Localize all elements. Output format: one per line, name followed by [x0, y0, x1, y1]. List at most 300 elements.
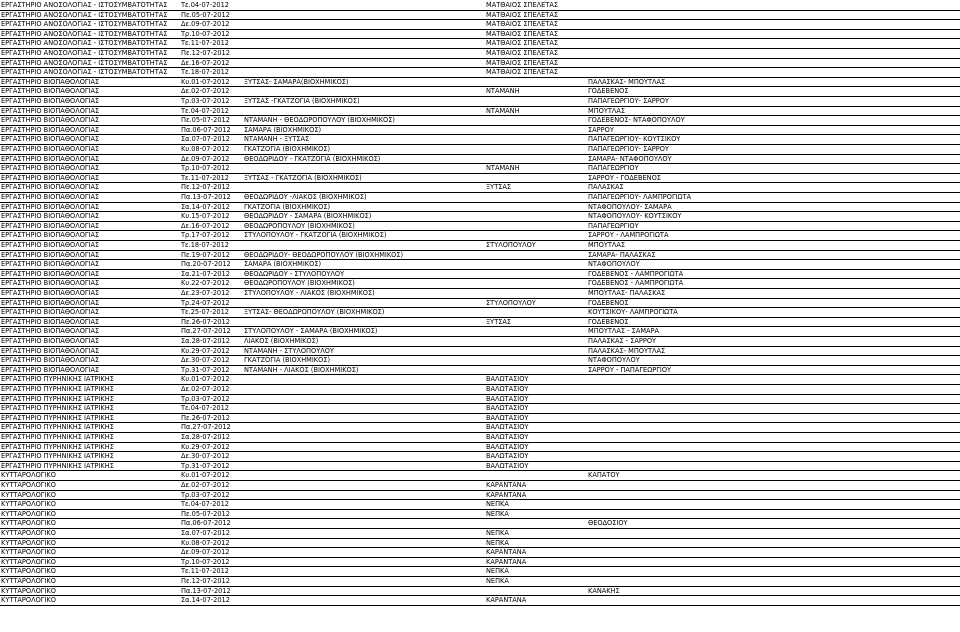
date-cell: Τρ.03-07-2012 — [181, 97, 230, 105]
lab-cell: ΕΡΓΑΣΤΗΡΙΟ ΒΙΟΠΑΘΟΛΟΓΙΑΣ — [1, 279, 100, 288]
shift-b-cell: ΣΤΥΛΟΠΟΥΛΟΥ — [486, 241, 536, 249]
lab-cell: ΕΡΓΑΣΤΗΡΙΟ ΒΙΟΠΑΘΟΛΟΓΙΑΣ — [1, 154, 100, 163]
shift-c-cell — [588, 539, 768, 548]
shift-c-cell — [588, 529, 768, 538]
table-row — [0, 289, 960, 299]
date-cell: Δε.02-07-2012 — [181, 481, 230, 489]
shift-b-cell: ΒΑΛΩΤΑΣΙΟΥ — [486, 461, 529, 470]
lab-cell: ΕΡΓΑΣΤΗΡΙΟ ΑΝΟΣΟΛΟΓΙΑΣ - ΙΣΤΟΣΥΜΒΑΤΟΤΗΤΑΣ — [1, 58, 168, 67]
lab-cell: ΕΡΓΑΣΤΗΡΙΟ ΒΙΟΠΑΘΟΛΟΓΙΑΣ — [1, 346, 100, 355]
table-row — [0, 126, 960, 136]
shift-a-cell: ΓΚΑΤΖΟΓΙΑ (ΒΙΟΧΗΜΙΚΟΣ) — [244, 356, 331, 365]
lab-cell: ΕΡΓΑΣΤΗΡΙΟ ΒΙΟΠΑΘΟΛΟΓΙΑΣ — [1, 212, 100, 221]
shift-b-cell — [486, 145, 586, 154]
shift-c-cell: ΣΑΡΡΟΥ - ΓΟΔΕΒΕΝΟΣ — [588, 173, 661, 182]
date-cell: Τε.18-07-2012 — [181, 241, 230, 249]
lab-cell: ΕΡΓΑΣΤΗΡΙΟ ΒΙΟΠΑΘΟΛΟΓΙΑΣ — [1, 193, 100, 201]
lab-cell: ΕΡΓΑΣΤΗΡΙΟ ΑΝΟΣΟΛΟΓΙΑΣ - ΙΣΤΟΣΥΜΒΑΤΟΤΗΤΑΣ — [1, 29, 168, 38]
lab-cell: ΕΡΓΑΣΤΗΡΙΟ ΑΝΟΣΟΛΟΓΙΑΣ - ΙΣΤΟΣΥΜΒΑΤΟΤΗΤΑΣ — [1, 49, 168, 57]
table-row — [0, 481, 960, 491]
table-row — [0, 241, 960, 251]
date-cell: Πε.19-07-2012 — [181, 250, 230, 259]
shift-c-cell: ΠΑΛΑΣΚΑΣ - ΣΑΡΡΟΥ — [588, 337, 657, 345]
lab-cell: ΕΡΓΑΣΤΗΡΙΟ ΒΙΟΠΑΘΟΛΟΓΙΑΣ — [1, 116, 100, 125]
date-cell: Σα.28-07-2012 — [181, 337, 230, 345]
shift-c-cell — [588, 1, 768, 10]
date-cell: Τε.11-07-2012 — [181, 39, 230, 48]
table-row — [0, 1, 960, 11]
shift-a-cell — [244, 375, 484, 384]
shift-c-cell: ΝΤΑΦΟΠΟΥΛΟΥ- ΚΟΥΤΣΙΚΟΥ — [588, 212, 682, 221]
shift-a-cell — [244, 404, 484, 413]
shift-b-cell — [486, 519, 586, 528]
shift-a-cell: ΣΑΜΑΡΑ (ΒΙΟΧΗΜΙΚΟΣ) — [244, 125, 322, 134]
table-row — [0, 174, 960, 184]
lab-cell: ΕΡΓΑΣΤΗΡΙΟ ΒΙΟΠΑΘΟΛΟΓΙΑΣ — [1, 260, 100, 269]
table-row — [0, 155, 960, 165]
table-row — [0, 462, 960, 472]
date-cell: Τρ.10-07-2012 — [181, 557, 230, 566]
shift-a-cell: ΛΙΑΚΟΣ (ΒΙΟΧΗΜΙΚΟΣ) — [244, 337, 319, 345]
lab-cell: ΕΡΓΑΣΤΗΡΙΟ ΒΙΟΠΑΘΟΛΟΓΙΑΣ — [1, 308, 100, 317]
lab-cell: ΕΡΓΑΣΤΗΡΙΟ ΠΥΡΗΝΙΚΗΣ ΙΑΤΡΙΚΗΣ — [1, 433, 114, 441]
shift-c-cell: ΠΑΠΑΓΕΩΡΓΙΟΥ — [588, 221, 639, 230]
shift-b-cell: ΞΥΤΣΑΣ — [486, 317, 512, 326]
shift-c-cell: ΣΑΡΡΟΥ - ΛΑΜΠΡΟΓΙΩΤΑ — [588, 231, 669, 240]
shift-c-cell — [588, 20, 768, 29]
shift-b-cell — [486, 97, 586, 106]
shift-a-cell — [244, 596, 484, 605]
date-cell: Πα.06-07-2012 — [181, 125, 231, 134]
shift-a-cell — [244, 30, 484, 39]
shift-a-cell — [244, 68, 484, 77]
shift-a-cell: ΝΤΑΜΑΝΗ - ΣΤΥΛΟΠΟΥΛΟΥ — [244, 346, 334, 355]
lab-cell: ΕΡΓΑΣΤΗΡΙΟ ΠΥΡΗΝΙΚΗΣ ΙΑΤΡΙΚΗΣ — [1, 413, 114, 422]
table-row — [0, 385, 960, 395]
shift-c-cell — [588, 30, 768, 39]
shift-a-cell: ΘΕΟΔΩΡΙΔΟΥ - ΣΑΜΑΡΑ (ΒΙΟΧΗΜΙΚΟΣ) — [244, 212, 372, 221]
table-row — [0, 577, 960, 587]
shift-a-cell: ΓΚΑΤΖΟΓΙΑ (ΒΙΟΧΗΜΙΚΟΣ) — [244, 145, 331, 153]
table-row — [0, 279, 960, 289]
table-row — [0, 471, 960, 481]
shift-b-cell — [486, 260, 586, 269]
shift-c-cell: ΠΑΠΑΓΕΩΡΓΙΟΥ- ΛΑΜΠΡΟΓΙΩΤΑ — [588, 193, 692, 201]
lab-cell: ΕΡΓΑΣΤΗΡΙΟ ΑΝΟΣΟΛΟΓΙΑΣ - ΙΣΤΟΣΥΜΒΑΤΟΤΗΤΑΣ — [1, 1, 168, 9]
table-row — [0, 529, 960, 539]
shift-a-cell — [244, 107, 484, 116]
shift-a-cell: ΘΕΟΔΩΡΙΔΟΥ -ΛΙΑΚΟΣ (ΒΙΟΧΗΜΙΚΟΣ) — [244, 193, 367, 201]
shift-b-cell — [486, 356, 586, 365]
shift-b-cell: ΒΑΛΩΤΑΣΙΟΥ — [486, 433, 529, 441]
lab-cell: ΚΥΤΤΑΡΟΛΟΓΙΚΟ — [1, 538, 56, 547]
shift-a-cell — [244, 529, 484, 538]
lab-cell: ΕΡΓΑΣΤΗΡΙΟ ΒΙΟΠΑΘΟΛΟΓΙΑΣ — [1, 221, 100, 230]
shift-b-cell: ΝΕΠΚΑ — [486, 509, 509, 518]
shift-c-cell: ΜΠΟΥΤΛΑΣ — [588, 241, 626, 249]
date-cell: Σα.07-07-2012 — [181, 135, 230, 144]
shift-a-cell — [244, 462, 484, 471]
lab-cell: ΚΥΤΤΑΡΟΛΟΓΙΚΟ — [1, 490, 56, 499]
date-cell: Τε.04-07-2012 — [181, 106, 230, 115]
shift-b-cell — [486, 193, 586, 202]
date-cell: Σα.14-07-2012 — [181, 202, 230, 211]
shift-c-cell: ΠΑΠΑΓΕΩΡΓΙΟΥ- ΚΟΥΤΣΙΚΟΥ — [588, 135, 681, 144]
shift-a-cell — [244, 241, 484, 250]
lab-cell: ΕΡΓΑΣΤΗΡΙΟ ΒΙΟΠΑΘΟΛΟΓΙΑΣ — [1, 145, 100, 153]
shift-c-cell: ΝΤΑΦΟΠΟΥΛΟΥ — [588, 356, 640, 365]
shift-b-cell — [486, 231, 586, 240]
lab-cell: ΕΡΓΑΣΤΗΡΙΟ ΠΥΡΗΝΙΚΗΣ ΙΑΤΡΙΚΗΣ — [1, 394, 114, 403]
table-row — [0, 20, 960, 30]
shift-c-cell: ΠΑΛΑΣΚΑΣ — [588, 183, 624, 192]
shift-c-cell — [588, 596, 768, 605]
shift-a-cell: ΘΕΟΔΩΡΟΠΟΥΛΟΥ (ΒΙΟΧΗΜΙΚΟΣ) — [244, 221, 355, 230]
shift-c-cell — [588, 423, 768, 432]
date-cell: Κυ.29-07-2012 — [181, 346, 230, 355]
date-cell: Τρ.17-07-2012 — [181, 231, 230, 240]
shift-a-cell — [244, 49, 484, 58]
shift-c-cell — [588, 414, 768, 423]
table-row — [0, 30, 960, 40]
shift-c-cell — [588, 548, 768, 557]
date-cell: Τρ.10-07-2012 — [181, 164, 230, 173]
shift-b-cell: ΜΑΤΘΑΙΟΣ ΣΠΕΛΕΤΑΣ — [486, 58, 558, 67]
shift-b-cell — [486, 203, 586, 212]
table-row — [0, 203, 960, 213]
shift-a-cell — [244, 491, 484, 500]
date-cell: Πα.06-07-2012 — [181, 519, 231, 528]
shift-c-cell: ΝΤΑΦΟΠΟΥΛΟΥ — [588, 260, 640, 269]
date-cell: Κυ.01-07-2012 — [181, 77, 230, 86]
shift-b-cell: ΚΑΡΑΝΤΑΝΑ — [486, 481, 527, 489]
date-cell: Πα.27-07-2012 — [181, 327, 231, 336]
date-cell: Πε.26-07-2012 — [181, 413, 230, 422]
shift-b-cell: ΝΤΑΜΑΝΗ — [486, 87, 520, 96]
date-cell: Δε.09-07-2012 — [181, 20, 230, 29]
table-row — [0, 251, 960, 261]
shift-a-cell — [244, 481, 484, 490]
date-cell: Κυ.08-07-2012 — [181, 145, 230, 153]
lab-cell: ΚΥΤΤΑΡΟΛΟΓΙΚΟ — [1, 500, 56, 509]
date-cell: Τρ.03-07-2012 — [181, 394, 230, 403]
table-row — [0, 68, 960, 78]
lab-cell: ΕΡΓΑΣΤΗΡΙΟ ΒΙΟΠΑΘΟΛΟΓΙΑΣ — [1, 327, 100, 336]
date-cell: Δε.30-07-2012 — [181, 356, 230, 365]
shift-a-cell: ΣΤΥΛΟΠΟΥΛΟΥ - ΣΑΜΑΡΑ (ΒΙΟΧΗΜΙΚΟΣ) — [244, 327, 378, 336]
shift-b-cell: ΝΤΑΜΑΝΗ — [486, 106, 520, 115]
shift-c-cell: ΓΟΔΕΒΕΝΟΣ - ΛΑΜΠΡΟΓΙΩΤΑ — [588, 269, 684, 278]
shift-a-cell — [244, 11, 484, 20]
date-cell: Πα.20-07-2012 — [181, 260, 231, 269]
shift-c-cell: ΓΟΔΕΒΕΝΟΣ — [588, 298, 629, 307]
date-cell: Πε.05-07-2012 — [181, 116, 230, 125]
shift-b-cell: ΒΑΛΩΤΑΣΙΟΥ — [486, 385, 529, 393]
lab-cell: ΕΡΓΑΣΤΗΡΙΟ ΒΙΟΠΑΘΟΛΟΓΙΑΣ — [1, 250, 100, 259]
shift-c-cell — [588, 385, 768, 394]
table-row — [0, 318, 960, 328]
shift-b-cell — [486, 289, 586, 298]
shift-c-cell: ΚΑΝΑΚΗΣ — [588, 586, 620, 595]
lab-cell: ΕΡΓΑΣΤΗΡΙΟ ΠΥΡΗΝΙΚΗΣ ΙΑΤΡΙΚΗΣ — [1, 404, 114, 413]
shift-a-cell — [244, 414, 484, 423]
shift-b-cell — [486, 116, 586, 125]
shift-c-cell — [588, 49, 768, 58]
table-row — [0, 193, 960, 203]
date-cell: Τρ.24-07-2012 — [181, 298, 230, 307]
shift-c-cell: ΝΤΑΦΟΠΟΥΛΟΥ- ΣΑΜΑΡΑ — [588, 202, 672, 211]
shift-b-cell: ΜΑΤΘΑΙΟΣ ΣΠΕΛΕΤΑΣ — [486, 49, 558, 57]
shift-c-cell — [588, 558, 768, 567]
shift-c-cell: ΓΟΔΕΒΕΝΟΣ - ΛΑΜΠΡΟΓΙΩΤΑ — [588, 279, 684, 288]
date-cell: Πε.12-07-2012 — [181, 49, 230, 57]
shift-b-cell: ΒΑΛΩΤΑΣΙΟΥ — [486, 442, 529, 451]
shift-a-cell — [244, 510, 484, 519]
table-row — [0, 327, 960, 337]
shift-a-cell: ΘΕΟΔΩΡΙΔΟΥ- ΘΕΟΔΩΡΟΠΟΥΛΟΥ (ΒΙΟΧΗΜΙΚΟΣ) — [244, 250, 404, 259]
table-row — [0, 135, 960, 145]
shift-b-cell — [486, 222, 586, 231]
lab-cell: ΕΡΓΑΣΤΗΡΙΟ ΑΝΟΣΟΛΟΓΙΑΣ - ΙΣΤΟΣΥΜΒΑΤΟΤΗΤΑΣ — [1, 39, 168, 48]
table-row — [0, 164, 960, 174]
shift-b-cell — [486, 270, 586, 279]
shift-b-cell: ΚΑΡΑΝΤΑΝΑ — [486, 548, 527, 557]
date-cell: Δε.16-07-2012 — [181, 221, 230, 230]
shift-b-cell: ΣΤΥΛΟΠΟΥΛΟΥ — [486, 298, 536, 307]
lab-cell: ΕΡΓΑΣΤΗΡΙΟ ΠΥΡΗΝΙΚΗΣ ΙΑΤΡΙΚΗΣ — [1, 375, 114, 384]
shift-a-cell: ΣΤΥΛΟΠΟΥΛΟΥ - ΛΙΑΚΟΣ (ΒΙΟΧΗΜΙΚΟΣ) — [244, 289, 375, 297]
table-row — [0, 519, 960, 529]
table-row — [0, 39, 960, 49]
shift-c-cell — [588, 68, 768, 77]
shift-a-cell — [244, 183, 484, 192]
shift-a-cell — [244, 587, 484, 596]
lab-cell: ΕΡΓΑΣΤΗΡΙΟ ΒΙΟΠΑΘΟΛΟΓΙΑΣ — [1, 164, 100, 173]
shift-b-cell: ΜΑΤΘΑΙΟΣ ΣΠΕΛΕΤΑΣ — [486, 68, 558, 77]
shift-b-cell — [486, 78, 586, 87]
shift-b-cell — [486, 212, 586, 221]
table-row — [0, 107, 960, 117]
date-cell: Τρ.03-07-2012 — [181, 490, 230, 499]
date-cell: Τρ.31-07-2012 — [181, 365, 230, 374]
lab-cell: ΚΥΤΤΑΡΟΛΟΓΙΚΟ — [1, 519, 56, 528]
shift-a-cell — [244, 577, 484, 586]
table-row — [0, 443, 960, 453]
table-row — [0, 97, 960, 107]
table-row — [0, 87, 960, 97]
lab-cell: ΚΥΤΤΑΡΟΛΟΓΙΚΟ — [1, 596, 56, 605]
table-row — [0, 231, 960, 241]
shift-b-cell — [486, 366, 586, 375]
date-cell: Δε.16-07-2012 — [181, 58, 230, 67]
shift-b-cell: ΝΕΠΚΑ — [486, 577, 509, 585]
shift-c-cell: ΓΟΔΕΒΕΝΟΣ — [588, 87, 629, 96]
shift-b-cell: ΝΕΠΚΑ — [486, 567, 509, 576]
lab-cell: ΕΡΓΑΣΤΗΡΙΟ ΑΝΟΣΟΛΟΓΙΑΣ - ΙΣΤΟΣΥΜΒΑΤΟΤΗΤΑΣ — [1, 68, 168, 77]
shift-c-cell: ΣΑΡΡΟΥ — [588, 125, 614, 134]
date-cell: Δε.23-07-2012 — [181, 289, 230, 297]
lab-cell: ΚΥΤΤΑΡΟΛΟΓΙΚΟ — [1, 567, 56, 576]
shift-a-cell — [244, 443, 484, 452]
shift-c-cell: ΚΑΠΑΤΟΥ — [588, 471, 620, 480]
shift-a-cell — [244, 39, 484, 48]
shift-a-cell — [244, 500, 484, 509]
shift-b-cell: ΜΑΤΘΑΙΟΣ ΣΠΕΛΕΤΑΣ — [486, 39, 558, 48]
shift-c-cell: ΣΑΜΑΡΑ- ΝΤΑΦΟΠΟΥΛΟΥ — [588, 154, 672, 163]
shift-c-cell: ΓΟΔΕΒΕΝΟΣ — [588, 317, 629, 326]
date-cell: Σα.07-07-2012 — [181, 529, 230, 537]
date-cell: Τε.18-07-2012 — [181, 68, 230, 77]
shift-a-cell: ΓΚΑΤΖΟΓΙΑ (ΒΙΟΧΗΜΙΚΟΣ) — [244, 202, 331, 211]
shift-a-cell: ΞΥΤΣΑΣ- ΘΕΟΔΩΡΟΠΟΥΛΟΥ (ΒΙΟΧΗΜΙΚΟΣ) — [244, 308, 385, 317]
shift-b-cell: ΒΑΛΩΤΑΣΙΟΥ — [486, 452, 529, 461]
shift-c-cell: ΓΟΔΕΒΕΝΟΣ- ΝΤΑΦΟΠΟΥΛΟΥ — [588, 116, 685, 125]
shift-c-cell: ΜΠΟΥΤΛΑΣ- ΠΑΛΑΣΚΑΣ — [588, 289, 666, 297]
lab-cell: ΕΡΓΑΣΤΗΡΙΟ ΒΙΟΠΑΘΟΛΟΓΙΑΣ — [1, 231, 100, 240]
date-cell: Κυ.29-07-2012 — [181, 442, 230, 451]
shift-c-cell — [588, 404, 768, 413]
shift-b-cell: ΒΑΛΩΤΑΣΙΟΥ — [486, 413, 529, 422]
lab-cell: ΚΥΤΤΑΡΟΛΟΓΙΚΟ — [1, 557, 56, 566]
shift-b-cell — [486, 327, 586, 336]
table-row — [0, 558, 960, 568]
shift-c-cell — [588, 462, 768, 471]
lab-cell: ΚΥΤΤΑΡΟΛΟΓΙΚΟ — [1, 529, 56, 537]
date-cell: Σα.21-07-2012 — [181, 269, 230, 278]
date-cell: Τε.11-07-2012 — [181, 567, 230, 576]
table-row — [0, 423, 960, 433]
table-row — [0, 116, 960, 126]
shift-b-cell — [486, 155, 586, 164]
lab-cell: ΕΡΓΑΣΤΗΡΙΟ ΠΥΡΗΝΙΚΗΣ ΙΑΤΡΙΚΗΣ — [1, 461, 114, 470]
shift-b-cell: ΚΑΡΑΝΤΑΝΑ — [486, 596, 527, 605]
date-cell: Δε.02-07-2012 — [181, 87, 230, 96]
shift-a-cell — [244, 395, 484, 404]
table-row — [0, 404, 960, 414]
table-row — [0, 491, 960, 501]
shift-a-cell — [244, 539, 484, 548]
shift-c-cell: ΠΑΠΑΓΕΩΡΓΙΟΥ- ΣΑΡΡΟΥ — [588, 97, 669, 105]
table-row — [0, 433, 960, 443]
shift-b-cell: ΝΕΠΚΑ — [486, 529, 509, 537]
shift-b-cell: ΒΑΛΩΤΑΣΙΟΥ — [486, 375, 529, 384]
date-cell: Πα.13-07-2012 — [181, 586, 231, 595]
shift-c-cell — [588, 481, 768, 490]
shift-c-cell — [588, 395, 768, 404]
lab-cell: ΚΥΤΤΑΡΟΛΟΓΙΚΟ — [1, 481, 56, 489]
shift-a-cell — [244, 318, 484, 327]
shift-a-cell — [244, 299, 484, 308]
shift-a-cell — [244, 548, 484, 557]
table-row — [0, 337, 960, 347]
date-cell: Τε.04-07-2012 — [181, 500, 230, 509]
shift-b-cell — [486, 251, 586, 260]
lab-cell: ΕΡΓΑΣΤΗΡΙΟ ΒΙΟΠΑΘΟΛΟΓΙΑΣ — [1, 125, 100, 134]
table-row — [0, 347, 960, 357]
table-row — [0, 183, 960, 193]
date-cell: Τρ.31-07-2012 — [181, 461, 230, 470]
lab-cell: ΕΡΓΑΣΤΗΡΙΟ ΒΙΟΠΑΘΟΛΟΓΙΑΣ — [1, 77, 100, 86]
shift-c-cell: ΣΑΡΡΟΥ - ΠΑΠΑΓΕΩΡΓΙΟΥ — [588, 365, 672, 374]
table-row — [0, 78, 960, 88]
shift-a-cell — [244, 423, 484, 432]
shift-c-cell — [588, 59, 768, 68]
shift-a-cell — [244, 452, 484, 461]
table-row — [0, 587, 960, 597]
table-row — [0, 548, 960, 558]
shift-b-cell: ΒΑΛΩΤΑΣΙΟΥ — [486, 404, 529, 413]
shift-a-cell — [244, 385, 484, 394]
shift-a-cell — [244, 558, 484, 567]
shift-a-cell: ΣΤΥΛΟΠΟΥΛΟΥ - ΓΚΑΤΖΟΓΙΑ (ΒΙΟΧΗΜΙΚΟΣ) — [244, 231, 387, 240]
shift-a-cell — [244, 471, 484, 480]
shift-c-cell — [588, 433, 768, 442]
shift-c-cell — [588, 567, 768, 576]
lab-cell: ΕΡΓΑΣΤΗΡΙΟ ΒΙΟΠΑΘΟΛΟΓΙΑΣ — [1, 365, 100, 374]
table-row — [0, 414, 960, 424]
shift-b-cell: ΜΑΤΘΑΙΟΣ ΣΠΕΛΕΤΑΣ — [486, 29, 558, 38]
date-cell: Πε.12-07-2012 — [181, 577, 230, 585]
date-cell: Τε.25-07-2012 — [181, 308, 230, 317]
lab-cell: ΕΡΓΑΣΤΗΡΙΟ ΒΙΟΠΑΘΟΛΟΓΙΑΣ — [1, 269, 100, 278]
lab-cell: ΚΥΤΤΑΡΟΛΟΓΙΚΟ — [1, 548, 56, 557]
table-row — [0, 145, 960, 155]
lab-cell: ΕΡΓΑΣΤΗΡΙΟ ΒΙΟΠΑΘΟΛΟΓΙΑΣ — [1, 97, 100, 105]
lab-cell: ΕΡΓΑΣΤΗΡΙΟ ΠΥΡΗΝΙΚΗΣ ΙΑΤΡΙΚΗΣ — [1, 423, 114, 432]
table-row — [0, 395, 960, 405]
lab-cell: ΕΡΓΑΣΤΗΡΙΟ ΒΙΟΠΑΘΟΛΟΓΙΑΣ — [1, 135, 100, 144]
shift-c-cell — [588, 491, 768, 500]
lab-cell: ΚΥΤΤΑΡΟΛΟΓΙΚΟ — [1, 509, 56, 518]
shift-a-cell — [244, 567, 484, 576]
shift-c-cell — [588, 443, 768, 452]
date-cell: Δε.09-07-2012 — [181, 154, 230, 163]
shift-b-cell: ΒΑΛΩΤΑΣΙΟΥ — [486, 423, 529, 432]
lab-cell: ΕΡΓΑΣΤΗΡΙΟ ΒΙΟΠΑΘΟΛΟΓΙΑΣ — [1, 202, 100, 211]
date-cell: Τε.11-07-2012 — [181, 173, 230, 182]
date-cell: Κυ.22-07-2012 — [181, 279, 230, 288]
shift-b-cell — [486, 337, 586, 346]
lab-cell: ΕΡΓΑΣΤΗΡΙΟ ΒΙΟΠΑΘΟΛΟΓΙΑΣ — [1, 87, 100, 96]
shift-a-cell: ΣΑΜΑΡΑ (ΒΙΟΧΗΜΙΚΟΣ) — [244, 260, 322, 269]
table-row — [0, 308, 960, 318]
lab-cell: ΕΡΓΑΣΤΗΡΙΟ ΒΙΟΠΑΘΟΛΟΓΙΑΣ — [1, 241, 100, 249]
shift-b-cell: ΒΑΛΩΤΑΣΙΟΥ — [486, 394, 529, 403]
table-row — [0, 270, 960, 280]
table-row — [0, 539, 960, 549]
lab-cell: ΕΡΓΑΣΤΗΡΙΟ ΑΝΟΣΟΛΟΓΙΑΣ - ΙΣΤΟΣΥΜΒΑΤΟΤΗΤΑΣ — [1, 10, 168, 19]
shift-c-cell — [588, 452, 768, 461]
lab-cell: ΕΡΓΑΣΤΗΡΙΟ ΒΙΟΠΑΘΟΛΟΓΙΑΣ — [1, 173, 100, 182]
shift-b-cell — [486, 471, 586, 480]
shift-a-cell: ΞΥΤΣΑΣ -ΓΚΑΤΖΟΓΙΑ (ΒΙΟΧΗΜΙΚΟΣ) — [244, 97, 360, 105]
shift-a-cell — [244, 87, 484, 96]
shift-a-cell: ΝΤΑΜΑΝΗ - ΞΥΤΣΑΣ — [244, 135, 310, 144]
date-cell: Δε.02-07-2012 — [181, 385, 230, 393]
date-cell: Πε.12-07-2012 — [181, 183, 230, 192]
shift-c-cell — [588, 510, 768, 519]
table-row — [0, 49, 960, 59]
lab-cell: ΕΡΓΑΣΤΗΡΙΟ ΒΙΟΠΑΘΟΛΟΓΙΑΣ — [1, 317, 100, 326]
shift-b-cell — [486, 279, 586, 288]
shift-a-cell: ΝΤΑΜΑΝΗ - ΘΕΟΔΩΡΟΠΟΥΛΟΥ (ΒΙΟΧΗΜΙΚΟΣ) — [244, 116, 395, 125]
lab-cell: ΕΡΓΑΣΤΗΡΙΟ ΒΙΟΠΑΘΟΛΟΓΙΑΣ — [1, 106, 100, 115]
date-cell: Κυ.08-07-2012 — [181, 538, 230, 547]
date-cell: Τρ.10-07-2012 — [181, 29, 230, 38]
table-row — [0, 11, 960, 21]
shift-c-cell: ΠΑΠΑΓΕΩΡΓΙΟΥ- ΣΑΡΡΟΥ — [588, 145, 669, 153]
date-cell: Πε.05-07-2012 — [181, 10, 230, 19]
